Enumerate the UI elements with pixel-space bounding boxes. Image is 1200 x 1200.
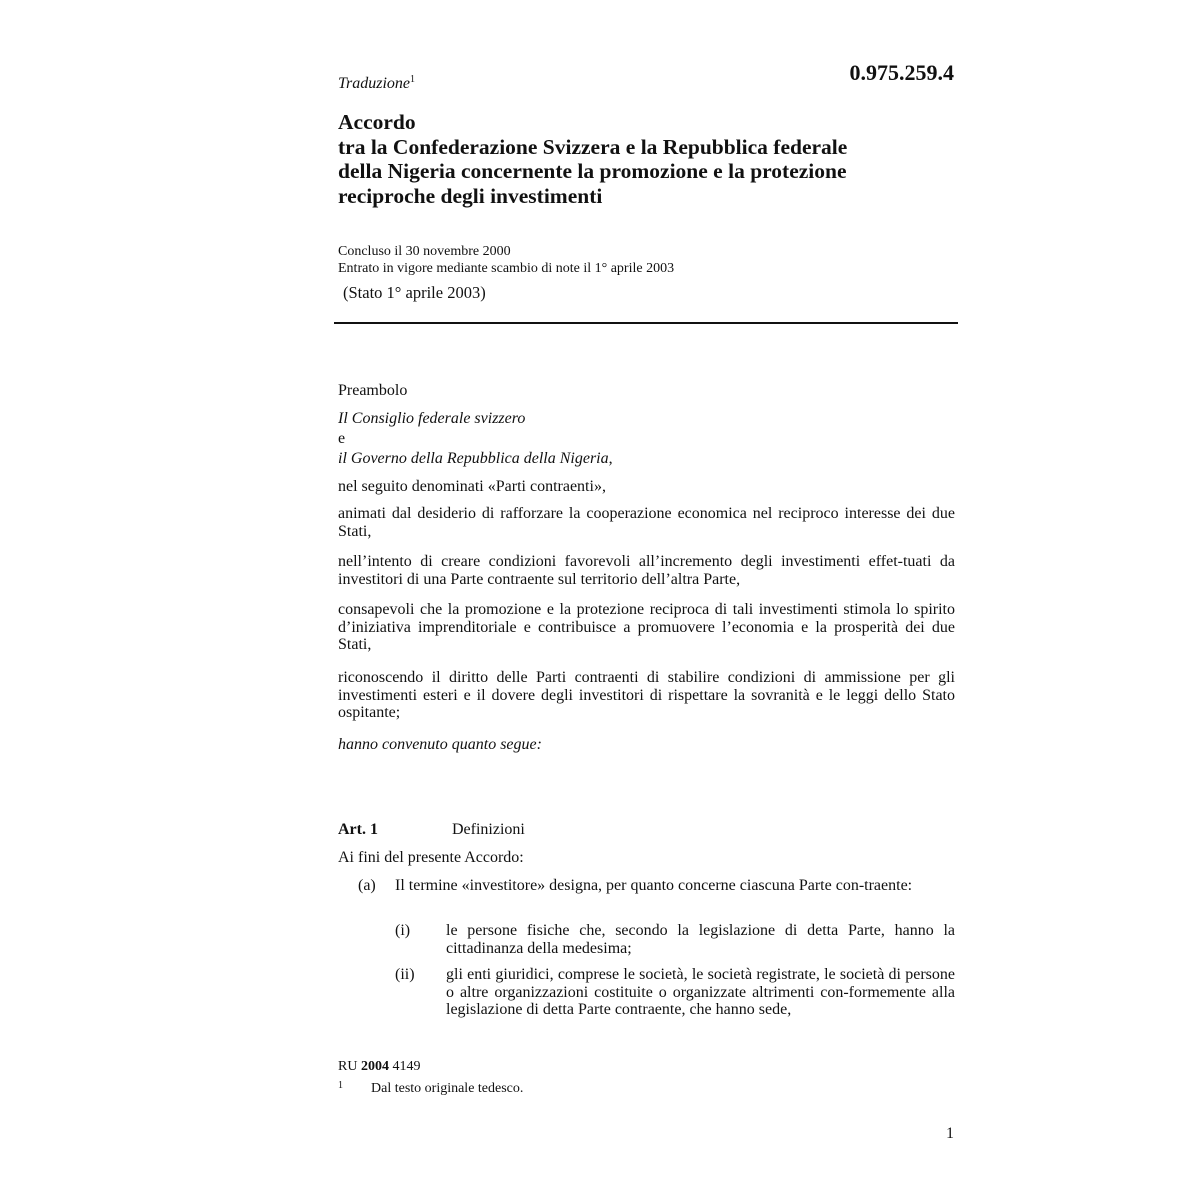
preamble-and: e xyxy=(338,430,346,447)
preamble-paragraph-rights: riconoscendo il diritto delle Parti contraenti di stabilire condizioni di ammissione per gli investimenti esteri e il dovere degli investitori di rispettare la sovranità e le leggi dello Stato ospitante; xyxy=(338,669,955,721)
header-divider xyxy=(334,322,958,324)
document-title xyxy=(338,110,958,208)
article-1-intro: Ai fini del presente Accordo: xyxy=(338,849,524,866)
sr-number: 0.975.259.4 xyxy=(849,60,954,85)
preamble-parties: nel seguito denominati «Parti contraenti», xyxy=(338,478,606,495)
nigeria-government-text: il Governo della Repubblica della Nigeria xyxy=(338,450,609,467)
status-date: (Stato 1° aprile 2003) xyxy=(343,283,486,302)
nigeria-government-comma: , xyxy=(608,450,613,467)
ru-year: 2004 xyxy=(360,1059,389,1074)
item-a-text: Il termine «investitore» designa, per quanto concerne ciascuna Parte con-traente: xyxy=(395,877,913,894)
item-i-text: le persone fisiche che, secondo la legislazione di detta Parte, hanno la cittadinanza della medesima; xyxy=(446,922,955,957)
article-1-title: Definizioni xyxy=(452,821,525,838)
preamble-swiss-council: Il Consiglio federale svizzero xyxy=(338,410,526,427)
document-metadata xyxy=(338,243,674,277)
concluded-date: Concluso il 30 novembre 2000 xyxy=(338,244,511,259)
title-line-3: della Nigeria concernente la promozione e la protezione xyxy=(338,159,847,183)
item-a-label: (a) xyxy=(358,877,376,894)
preamble-agreed: hanno convenuto quanto segue: xyxy=(338,736,542,753)
footnote-text: Dal testo originale tedesco. xyxy=(371,1081,524,1096)
official-collection-reference xyxy=(338,1059,420,1075)
preamble-nigeria-government xyxy=(338,450,955,468)
item-ii-label: (ii) xyxy=(395,966,415,983)
entry-into-force: Entrato in vigore mediante scambio di note il 1° aprile 2003 xyxy=(338,261,675,276)
preamble-paragraph-promotion: consapevoli che la promozione e la protezione reciproca di tali investimenti stimola lo spirito d’iniziativa imprenditoriale e contribuisce a promuovere l’economia e la prosperità dei due Stati, xyxy=(338,601,955,653)
title-line-4: reciproche degli investimenti xyxy=(338,183,603,208)
item-i-label: (i) xyxy=(395,922,411,939)
ru-prefix: RU xyxy=(338,1059,358,1074)
footnote-mark: 1 xyxy=(338,1080,343,1091)
article-1-label: Art. 1 xyxy=(338,821,378,838)
title-line-1: Accordo xyxy=(338,110,416,134)
preamble-heading: Preambolo xyxy=(338,382,408,399)
translation-note xyxy=(338,74,415,93)
footnote-reference[interactable]: 1 xyxy=(410,74,416,85)
title-line-2: tra la Confederazione Svizzera e la Repubblica federale xyxy=(338,134,848,159)
ru-page: 4149 xyxy=(392,1059,421,1074)
translation-label: Traduzione xyxy=(338,75,411,92)
page-number: 1 xyxy=(946,1125,954,1142)
item-ii-text: gli enti giuridici, comprese le società, le società registrate, le società di persone o altre organizzazioni costituite o organizzate altrimenti con-formemente alla legislazione di detta Parte contraente, che hanno sede, xyxy=(446,966,955,1018)
preamble-paragraph-investments: nell’intento di creare condizioni favorevoli all’incremento degli investimenti effet-tuati da investitori di una Parte contraente sul territorio dell’altra Parte, xyxy=(338,553,955,588)
preamble-paragraph-cooperation: animati dal desiderio di rafforzare la cooperazione economica nel reciproco interesse dei due Stati, xyxy=(338,505,955,540)
